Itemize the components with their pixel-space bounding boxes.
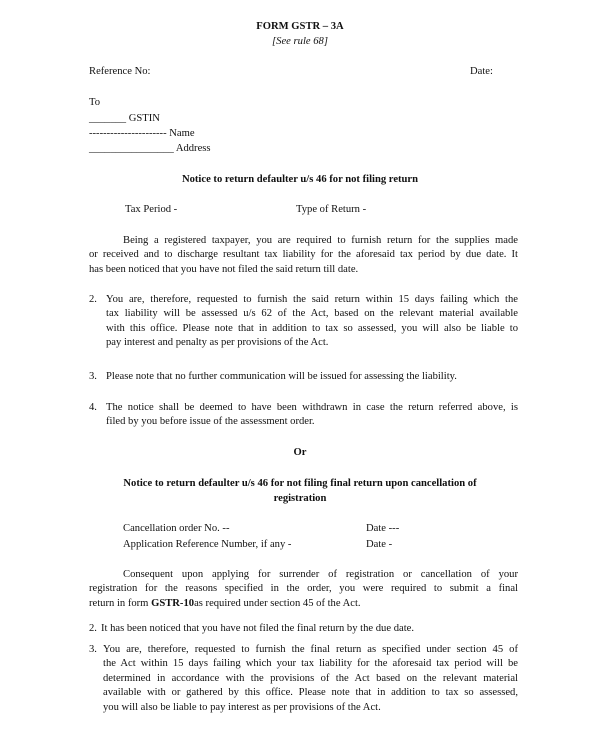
application-ref-label: Application Reference Number, if any - bbox=[123, 539, 292, 550]
text-line: filed by you before issue of the assessment order. bbox=[106, 416, 315, 428]
gstin-line: _______ GSTIN bbox=[89, 113, 160, 124]
notice1-item-2 bbox=[106, 293, 518, 351]
text-line: or received and to discharge resultant tax liability for the aforesaid tax period by due date. It bbox=[89, 249, 518, 261]
item-number: 4. bbox=[89, 402, 97, 413]
text-segment: as required under section 45 of the Act. bbox=[194, 597, 361, 609]
text-line: the Act within 15 days failing which your tax liability for the aforesaid tax period will be bbox=[103, 658, 518, 670]
text-line: tax liability will be assessed u/s 62 of the Act, based on the relevant material available bbox=[106, 308, 518, 320]
notice2-heading-line2: registration bbox=[273, 493, 327, 504]
cancellation-date-label: Date --- bbox=[366, 523, 400, 534]
item-number: 2. bbox=[89, 623, 97, 634]
item-number: 3. bbox=[89, 644, 97, 655]
text-line: available with or gathered by this office. Please note that in addition to tax so assessed, bbox=[103, 687, 518, 699]
text-segment: return in form bbox=[89, 597, 152, 609]
item-number: 2. bbox=[89, 294, 97, 305]
text-line: Consequent upon applying for surrender of registration or cancellation of your bbox=[123, 569, 518, 580]
form-title: FORM GSTR – 3A bbox=[256, 21, 344, 32]
form-subtitle: [See rule 68] bbox=[272, 36, 328, 47]
text-line: Being a registered taxpayer, you are required to furnish return for the supplies made bbox=[123, 235, 518, 246]
text-line bbox=[89, 597, 518, 611]
cancellation-order-label: Cancellation order No. -- bbox=[123, 523, 230, 534]
text-line: You are, therefore, requested to furnish the final return as specified under section 45 of bbox=[103, 644, 518, 655]
notice1-item-3 bbox=[106, 370, 518, 384]
notice1-heading: Notice to return defaulter u/s 46 for not filing return bbox=[181, 174, 419, 185]
date-label: Date: bbox=[470, 66, 493, 77]
text-line: The notice shall be deemed to have been withdrawn in case the return referred above, is bbox=[106, 402, 518, 413]
text-line: pay interest and penalty as per provisions of the Act. bbox=[106, 337, 329, 349]
form-reference: GSTR-10 bbox=[151, 597, 195, 609]
name-line: ---------------------- Name bbox=[89, 128, 195, 139]
text-line: you will also be liable to pay interest as per provisions of the Act. bbox=[103, 701, 381, 713]
item-number: 3. bbox=[89, 371, 97, 382]
text-line: has been noticed that you have not filed the said return till date. bbox=[89, 263, 359, 275]
notice1-paragraph-1 bbox=[89, 234, 518, 277]
or-separator: Or bbox=[293, 447, 307, 458]
notice2-heading-line1: Notice to return defaulter u/s 46 for not filing final return upon cancellation of bbox=[123, 478, 477, 489]
text-line: You are, therefore, requested to furnish the said return within 15 days failing which the bbox=[106, 294, 518, 305]
text-line: with this office. Please note that in addition to tax so assessed, you will also be liable to bbox=[106, 322, 518, 334]
reference-label: Reference No: bbox=[89, 66, 151, 77]
notice2-item-2: It has been noticed that you have not filed the final return by the due date. bbox=[101, 623, 414, 634]
application-date-label: Date - bbox=[366, 539, 393, 550]
type-of-return-label: Type of Return - bbox=[296, 204, 367, 215]
notice2-paragraph-1 bbox=[89, 568, 518, 611]
tax-period-label: Tax Period - bbox=[125, 204, 178, 215]
address-line: ________________ Address bbox=[89, 143, 211, 154]
to-label: To bbox=[89, 97, 101, 108]
text-line: determined in accordance with the provisions of the Act based on the relevant material bbox=[103, 672, 518, 684]
notice2-item-3 bbox=[103, 643, 518, 715]
text-line: registration for the reasons specified in the order, you were required to submit a final bbox=[89, 583, 518, 595]
text-line: Please note that no further communication will be issued for assessing the liability. bbox=[106, 371, 457, 382]
notice1-item-4 bbox=[106, 401, 518, 430]
